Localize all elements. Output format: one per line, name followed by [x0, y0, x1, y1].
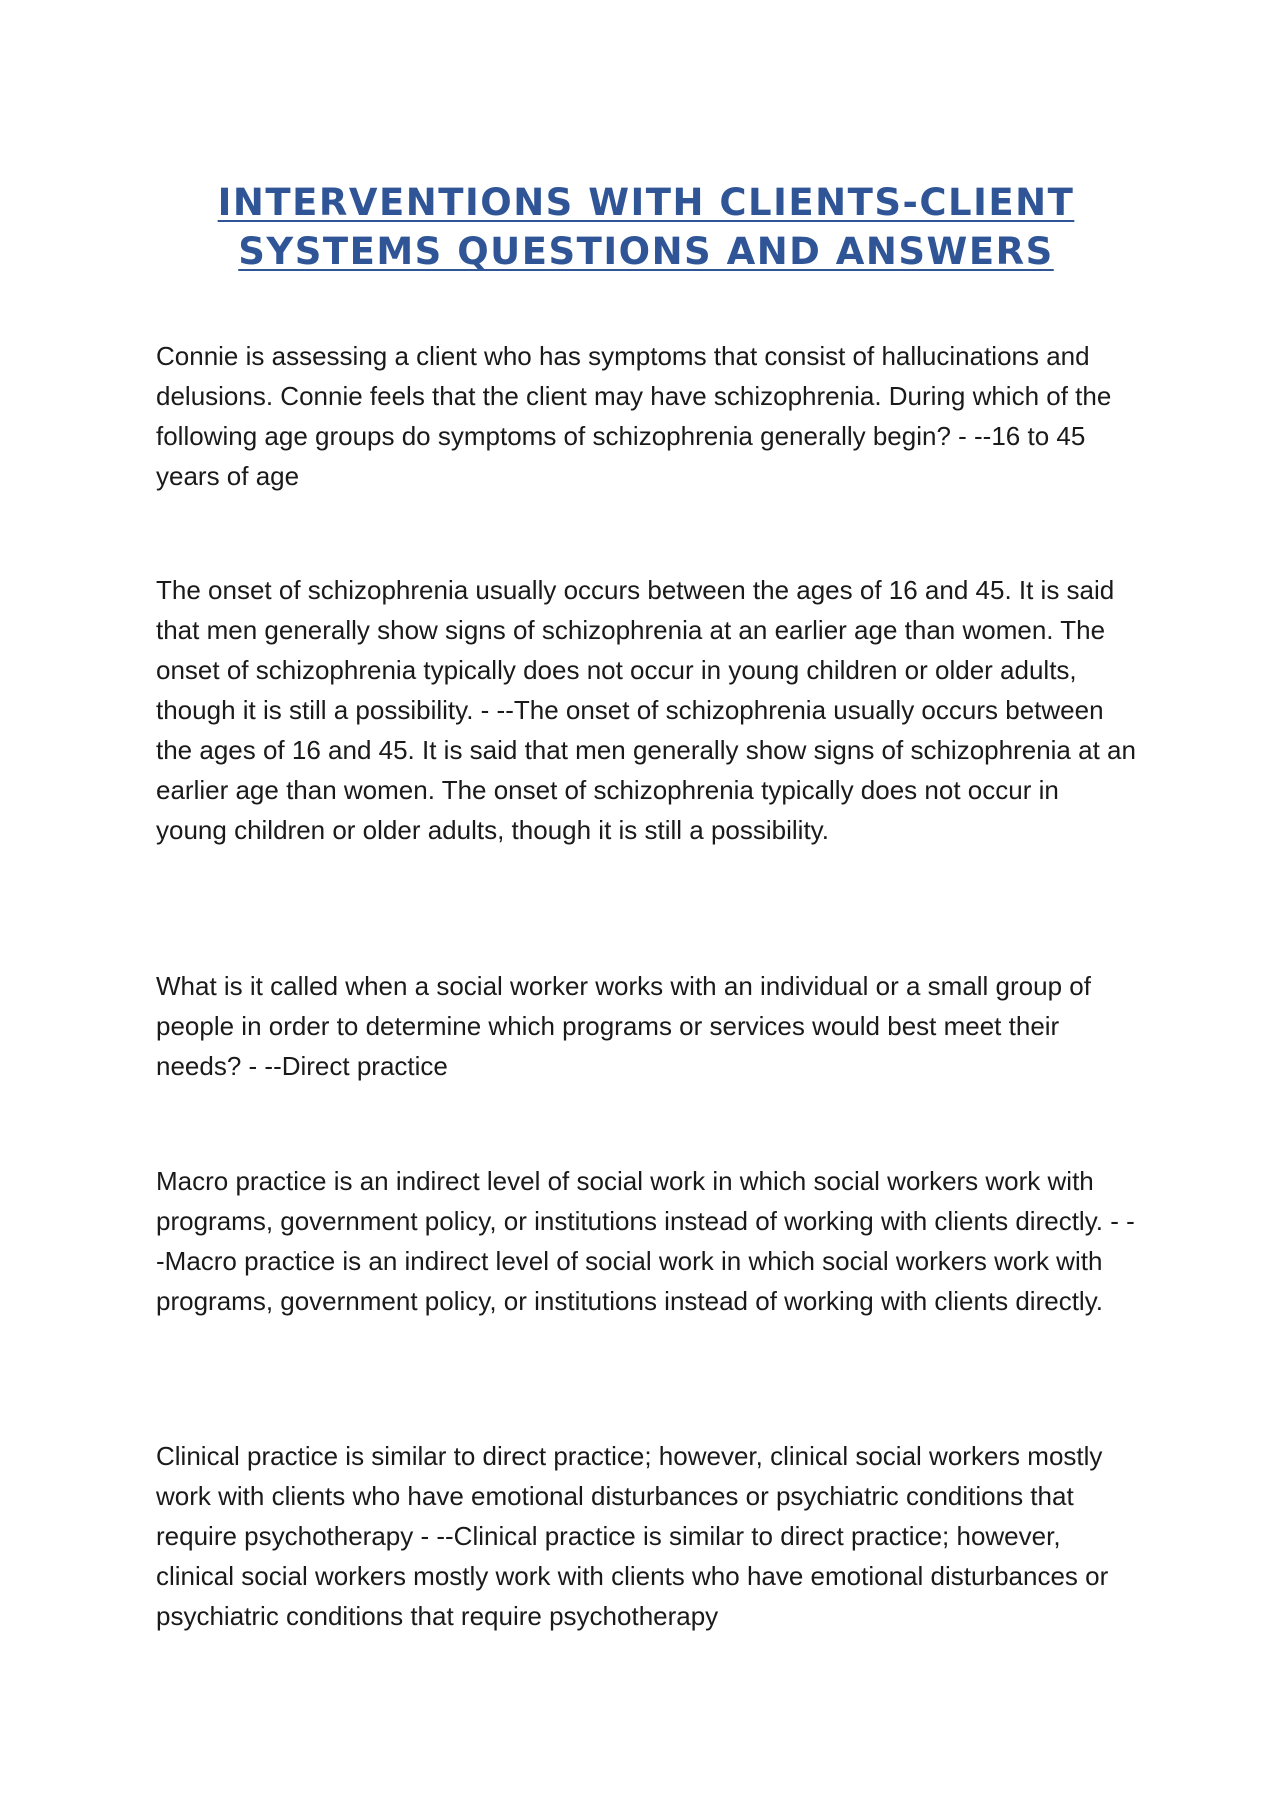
qa-paragraph-clinical-practice: Clinical practice is similar to direct practice; however, clinical social workers mostly work with clients who have emotional disturbances or psychiatric conditions that require psychotherapy - --Clinical practice is similar to direct practice; however, clinical social workers mostly work with clients who have emotional disturbances or psychiatric conditions that require psychotherapy — [156, 1441, 1109, 1631]
qa-paragraph-schizophrenia-question: Connie is assessing a client who has symptoms that consist of hallucinations and delusions. Connie feels that the client may have schizophrenia. During which of the following age groups do symptoms of schizophrenia generally begin? - --16 to 45 years of age — [156, 341, 1112, 491]
qa-paragraph-schizophrenia-onset: The onset of schizophrenia usually occurs between the ages of 16 and 45. It is said that men generally show signs of schizophrenia at an earlier age than women. The onset of schizophrenia typically does not occur in young children or older adults, though it is still a possibility. - --The onset of schizophrenia usually occurs between the ages of 16 and 45. It is said that men generally show signs of schizophrenia at an earlier age than women. The onset of schizophrenia typically does not occur in young children or older adults, though it is still a possibility. — [156, 575, 1136, 845]
qa-paragraph-direct-practice: What is it called when a social worker works with an individual or a small group of people in order to determine which programs or services would best meet their needs? - --Direct practice — [156, 971, 1091, 1081]
document-title — [156, 178, 1136, 276]
document-title-line-1: INTERVENTIONS WITH CLIENTS-CLIENT — [217, 181, 1075, 224]
qa-paragraph-macro-practice: Macro practice is an indirect level of social work in which social workers work with programs, government policy, or institutions instead of working with clients directly. - --Macro practice is an indirect level of social work in which social workers work with programs, government policy, or institutions instead of working with clients directly. — [156, 1166, 1135, 1316]
document-title-line-2: SYSTEMS QUESTIONS AND ANSWERS — [238, 230, 1054, 273]
